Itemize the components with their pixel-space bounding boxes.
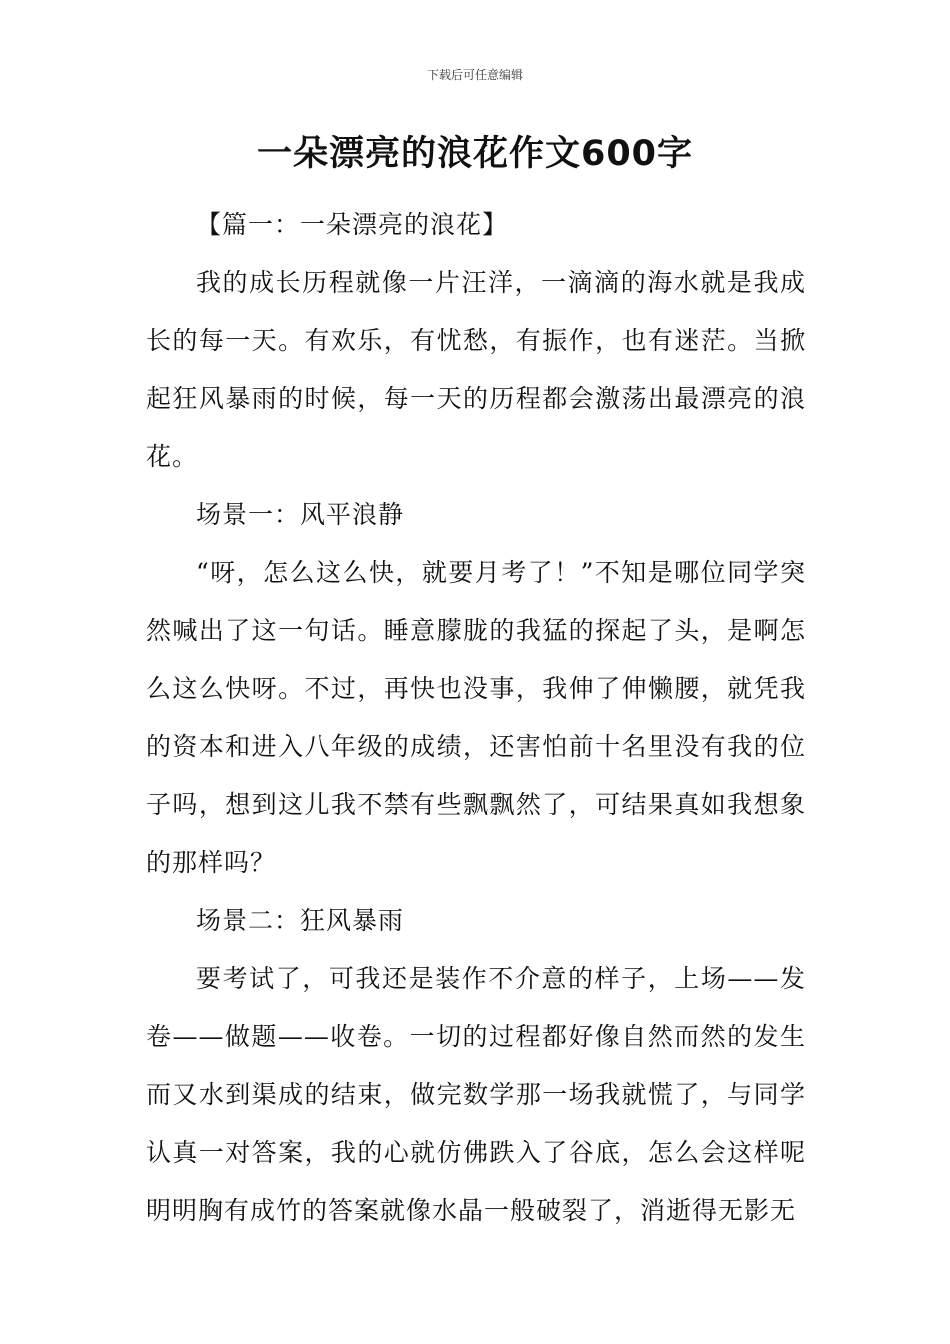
scene-two-heading: 场景二：狂风暴雨 [196,906,405,935]
scene-one-heading: 场景一：风平浪静 [196,500,405,529]
section-heading: 【篇一：一朵漂亮的浪花】 [196,210,509,239]
paragraph-scene-one: “呀，怎么这么快，就要月考了！”不知是哪位同学突然喊出了这一句话。睡意朦胧的我猛的探起了头，是啊怎么这么快呀。不过，再快也没事，我伸了伸懒腰，就凭我的资本和进入八年级的成绩，还害怕前十名里没有我的位子吗，想到这儿我不禁有些飘飘然了，可结果真如我想象的那样吗？ [146,558,806,877]
document-title: 一朵漂亮的浪花作文600字 [256,134,694,174]
paragraph-scene-two: 要考试了，可我还是装作不介意的样子，上场——发卷——做题——收卷。一切的过程都好像自然而然的发生而又水到渠成的结束，做完数学那一场我就慌了，与同学认真一对答案，我的心就仿佛跌入了谷底，怎么会这样呢明明胸有成竹的答案就像水晶一般破裂了，消逝得无影无 [146,964,806,1225]
document-body [146,196,806,1240]
page-header-note: 下载后可任意编辑 [426,68,523,82]
paragraph-intro: 我的成长历程就像一片汪洋，一滴滴的海水就是我成长的每一天。有欢乐，有忧愁，有振作，也有迷茫。当掀起狂风暴雨的时候，每一天的历程都会激荡出最漂亮的浪花。 [146,268,806,471]
